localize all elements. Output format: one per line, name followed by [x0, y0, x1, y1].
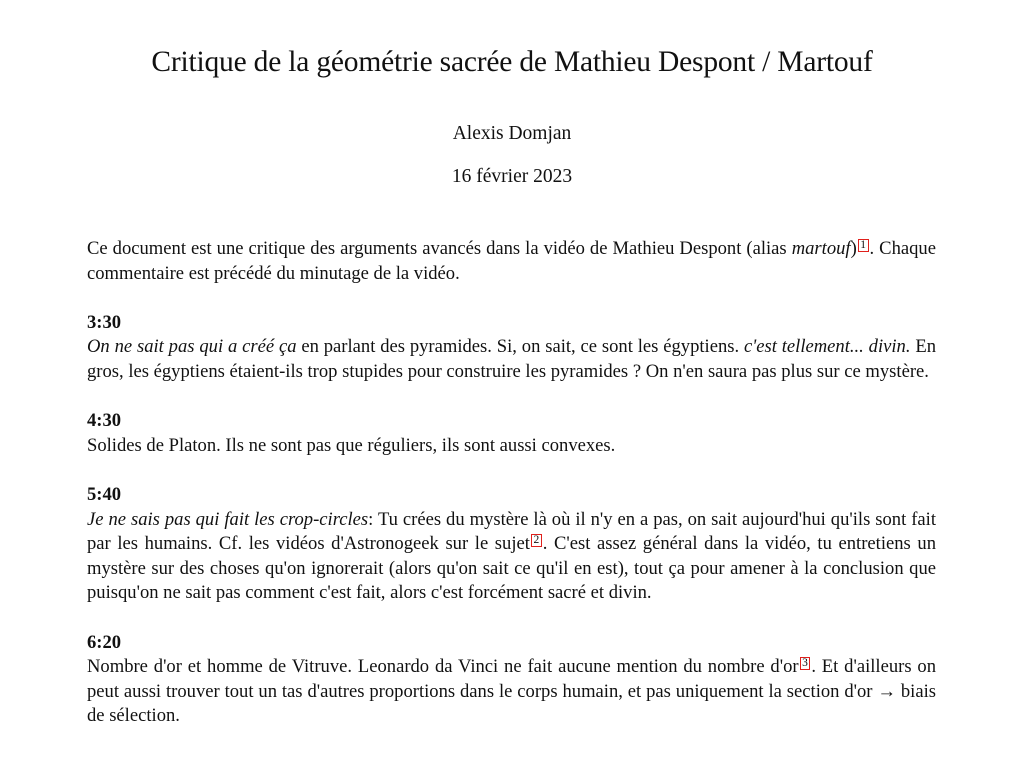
section-4-30 — [87, 409, 936, 458]
intro-paragraph: Ce document est une critique des arguments avancés dans la vidéo de Mathieu Despont (alias martouf) 1 . Chaque commentaire est précédé du minutage de la vidéo. — [87, 238, 936, 284]
document-title: Critique de la géométrie sacrée de Mathieu Despont / Martouf — [151, 46, 873, 78]
document-body — [87, 237, 936, 729]
timestamp: 4:30 — [87, 410, 122, 432]
section-text: Je ne sais pas qui fait les crop-circles: Tu crées du mystère là où il n'y en a pas, on sait aujourd'hui qu'ils sont fait par les humains. Cf. les vidéos d'Astronogeek sur le sujet 2 . C'est assez général dans la vidéo, tu entretiens un mystère sur des choses qu'on ignorerait (alors qu'on sait ce qu'il en est), tout ça pour amener à la conclusion que puisqu'on ne sait pas comment c'est fait, alors c'est forcément sacré et divin. — [87, 508, 936, 604]
section-text: Solides de Platon. Ils ne sont pas que réguliers, ils sont aussi convexes. — [87, 434, 616, 456]
timestamp: 5:40 — [87, 483, 122, 505]
footnote-link-3[interactable]: 3 — [800, 657, 811, 670]
alias-text: martouf — [791, 238, 851, 259]
timestamp: 3:30 — [87, 311, 122, 333]
footnote-link-1[interactable]: 1 — [858, 239, 869, 252]
footnote-link-2[interactable]: 2 — [531, 534, 542, 547]
timestamp: 6:20 — [87, 631, 122, 653]
section-6-20 — [87, 631, 936, 729]
section-3-30 — [87, 311, 936, 385]
author-name: Alexis Domjan — [452, 123, 572, 144]
section-text: On ne sait pas qui a créé ça en parlant des pyramides. Si, on sait, ce sont les égyptiens. c'est tellement... divin. En gros, les égyptiens étaient-ils trop stupides pour construire les pyramides ? On n'en saura pas plus sur ce mystère. — [87, 336, 937, 382]
section-text: Nombre d'or et homme de Vitruve. Leonardo da Vinci ne fait aucune mention du nombre d'or 3 . Et d'ailleurs on peut aussi trouver tout un tas d'autres proportions dans le corps humain, et pas uniquement la section d'or → biais de sélection. — [87, 656, 936, 727]
section-5-40 — [87, 483, 936, 606]
document-date: 16 février 2023 — [451, 166, 573, 187]
